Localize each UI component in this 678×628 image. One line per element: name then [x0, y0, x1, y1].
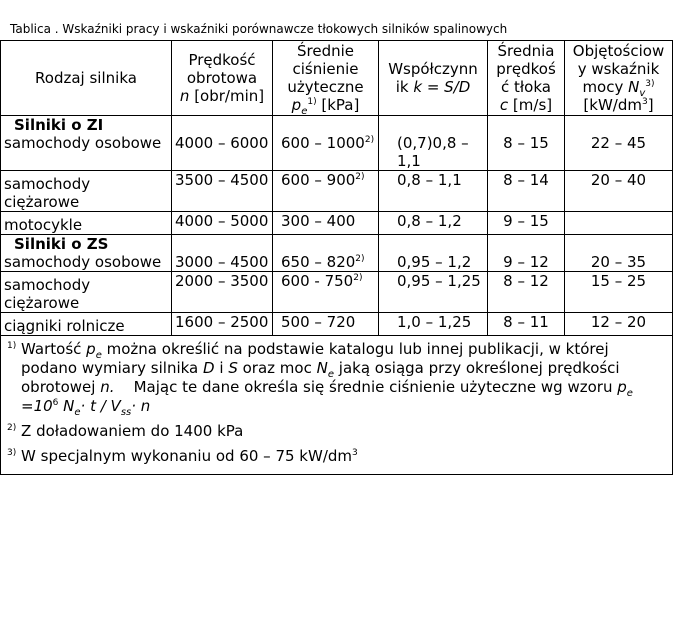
coefficient-cell: 0,95 – 1,25 — [379, 272, 488, 313]
footnote-1: $^{1)}$ Wartość $p_e$ można określić na podstawie katalogu lub innej publikacji, w której podano wymiary silnika D i S oraz moc $N_e$ jaką osiąga przy określonej prędkości obrotowej n. Mając te dane określa się średnie ciśnienie użyteczne wg wzoru $p_e =10^6$ $N_e\cdot t / V_{ss}\cdot n$ — [7, 340, 633, 418]
pressure-cell: 500 – 720 — [273, 313, 379, 336]
engine-type-cell: samochody ciężarowe — [1, 171, 172, 212]
power-index-cell: 12 – 20 — [565, 313, 673, 336]
footnote-3: $^{3)}$ W specjalnym wykonaniu od 60 – 75 $kW/dm^3$ — [7, 447, 358, 465]
coefficient-cell: 1,0 – 1,25 — [379, 313, 488, 336]
pressure-cell: 600 – 900$^{2)}$ — [273, 171, 379, 212]
speed-cell: 3500 – 4500 — [172, 171, 273, 212]
group-title: Silniki o ZI — [14, 116, 104, 134]
power-index-cell — [565, 212, 673, 235]
header-piston-speed: Średnia prędkoś ć tłoka c [m/s] — [488, 41, 565, 116]
engine-type-cell: Silniki o ZS samochody osobowe — [1, 235, 172, 272]
header-row — [1, 41, 673, 116]
table-row — [1, 116, 673, 171]
table-row — [1, 313, 673, 336]
speed-cell: 4000 – 6000 — [172, 116, 273, 171]
power-index-cell: 20 – 40 — [565, 171, 673, 212]
speed-cell: 3000 – 4500 — [172, 235, 273, 272]
header-pressure: Średnie ciśnienie użyteczne $p_e^{1)}$ [kPa] — [273, 41, 379, 116]
footnotes-row — [1, 336, 673, 475]
footnote-2: $^{2)}$ Z doładowaniem do 1400 kPa — [7, 422, 244, 440]
header-speed: Prędkość obrotowa n [obr/min] — [172, 41, 273, 116]
table-caption: Tablica . Wskaźniki pracy i wskaźniki porównawcze tłokowych silników spalinowych — [10, 22, 508, 36]
coefficient-cell: (0,7)0,8 – 1,1 — [379, 116, 488, 171]
coefficient-cell: 0,8 – 1,2 — [379, 212, 488, 235]
header-power-index: Objętościow y wskaźnik mocy $N_v^{3)}$ $[kW/dm^3]$ — [565, 41, 673, 116]
piston-speed-cell: 8 – 12 — [488, 272, 565, 313]
table-row — [1, 171, 673, 212]
piston-speed-cell: 8 – 14 — [488, 171, 565, 212]
coefficient-cell: 0,95 – 1,2 — [379, 235, 488, 272]
power-index-cell: 22 – 45 — [565, 116, 673, 171]
speed-cell: 2000 – 3500 — [172, 272, 273, 313]
pressure-cell: 600 – 1000$^{2)}$ — [273, 116, 379, 171]
pressure-cell: 300 – 400 — [273, 212, 379, 235]
pressure-cell: 650 – 820$^{2)}$ — [273, 235, 379, 272]
coefficient-cell: 0,8 – 1,1 — [379, 171, 488, 212]
engine-type-cell: motocykle — [1, 212, 172, 235]
pressure-cell: 600 - 750$^{2)}$ — [273, 272, 379, 313]
speed-cell: 4000 – 5000 — [172, 212, 273, 235]
table-row — [1, 212, 673, 235]
header-engine-type: Rodzaj silnika — [1, 41, 172, 116]
table-row — [1, 272, 673, 313]
group-title: Silniki o ZS — [14, 235, 109, 253]
engine-type-cell: samochody ciężarowe — [1, 272, 172, 313]
piston-speed-cell: 8 – 11 — [488, 313, 565, 336]
engine-type-cell: Silniki o ZI samochody osobowe — [1, 116, 172, 171]
piston-speed-cell: 9 – 12 — [488, 235, 565, 272]
header-coefficient: Współczynn ik k = S/D — [379, 41, 488, 116]
power-index-cell: 15 – 25 — [565, 272, 673, 313]
power-index-cell: 20 – 35 — [565, 235, 673, 272]
engine-type-cell: ciągniki rolnicze — [1, 313, 172, 336]
footnotes — [1, 336, 673, 475]
table-row — [1, 235, 673, 272]
speed-cell: 1600 – 2500 — [172, 313, 273, 336]
engine-indicators-table — [0, 40, 673, 475]
piston-speed-cell: 9 – 15 — [488, 212, 565, 235]
piston-speed-cell: 8 – 15 — [488, 116, 565, 171]
